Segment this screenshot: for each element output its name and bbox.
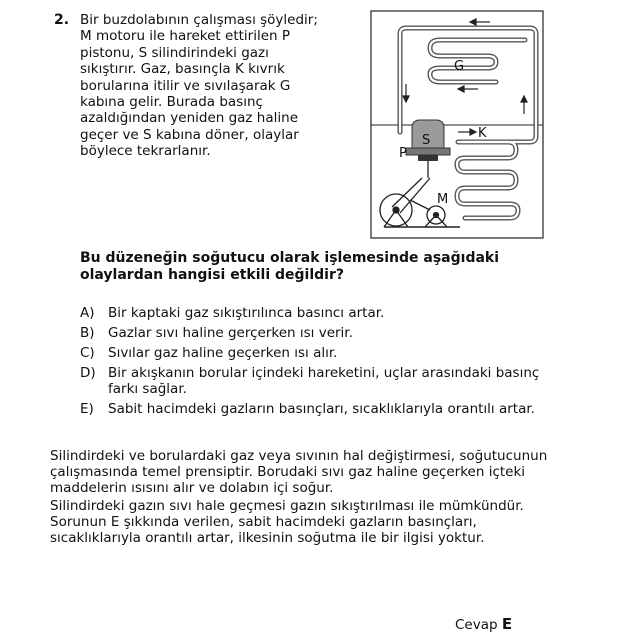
question-line: sıkıştırır. Gaz, basınçla K kıvrık: [80, 61, 285, 78]
option-e[interactable]: [80, 401, 560, 417]
question-line: M motoru ile hareket ettirilen P: [80, 28, 291, 45]
option-letter: C): [80, 345, 95, 361]
option-a[interactable]: [80, 305, 560, 321]
prompt-line: olaylardan hangisi etkili değildir?: [80, 267, 344, 283]
option-text: Bir akışkanın borular içindeki hareketini, uçlar arasındaki basınç farkı sağlar.: [108, 365, 540, 397]
question-prompt: [80, 250, 560, 284]
answer-options: [80, 305, 560, 421]
option-d[interactable]: [80, 365, 560, 397]
option-letter: A): [80, 305, 95, 321]
question-line: pistonu, S silindirindeki gazı: [80, 44, 269, 61]
option-b[interactable]: [80, 325, 560, 341]
question-line: kabına gelir. Burada basınç: [80, 94, 263, 111]
option-c[interactable]: [80, 345, 560, 361]
question-line: geçer ve S kabına döner, olaylar: [80, 126, 299, 143]
explanation: [50, 448, 570, 548]
option-letter: B): [80, 325, 95, 341]
answer-letter: E: [501, 615, 513, 633]
refrigerator-diagram: [370, 10, 546, 242]
label-g: G: [454, 59, 465, 74]
option-text: Sıvılar gaz haline geçerken ısı alır.: [108, 345, 338, 361]
option-text: Sabit hacimdeki gazların basınçları, sıcaklıklarıyla orantılı artar.: [108, 401, 535, 417]
question-text: [80, 12, 365, 160]
question-line: böylece tekrarlanır.: [80, 143, 211, 160]
option-letter: E): [80, 401, 94, 417]
prompt-line: Bu düzeneğin soğutucu olarak işlemesinde aşağıdaki: [80, 250, 500, 266]
option-letter: D): [80, 365, 96, 381]
label-s: S: [422, 133, 431, 148]
explanation-paragraph: Silindirdeki gazın sıvı hale geçmesi gazın sıkıştırılması ile mümkündür. Sorunun E şıkkında verilen, sabit hacimdeki gazların basınçları, sıcaklıklarıyla orantılı artar, ilkesinin soğutma ile bir ilgisi yoktur.: [50, 498, 524, 546]
question-number: 2.: [54, 12, 70, 28]
question-line: azaldığından yeniden gaz haline: [80, 110, 299, 127]
answer-key: [455, 615, 512, 633]
question-line: borularına itilir ve sıvılaşarak G: [80, 77, 291, 94]
label-p: P: [399, 146, 407, 161]
label-k: K: [478, 126, 487, 141]
question-line: Bir buzdolabının çalışması şöyledir;: [80, 12, 318, 28]
label-m: M: [437, 192, 449, 207]
answer-prefix: Cevap: [455, 617, 498, 633]
explanation-paragraph: Silindirdeki ve borulardaki gaz veya sıvının hal değiştirmesi, soğutucunun çalışmasında temel prensiptir. Borudaki sıvı gaz haline geçerken içteki maddelerin ısısını alır ve dolabın içi soğur.: [50, 448, 548, 496]
option-text: Bir kaptaki gaz sıkıştırılınca basıncı artar.: [108, 305, 385, 321]
option-text: Gazlar sıvı haline gerçerken ısı verir.: [108, 325, 353, 341]
